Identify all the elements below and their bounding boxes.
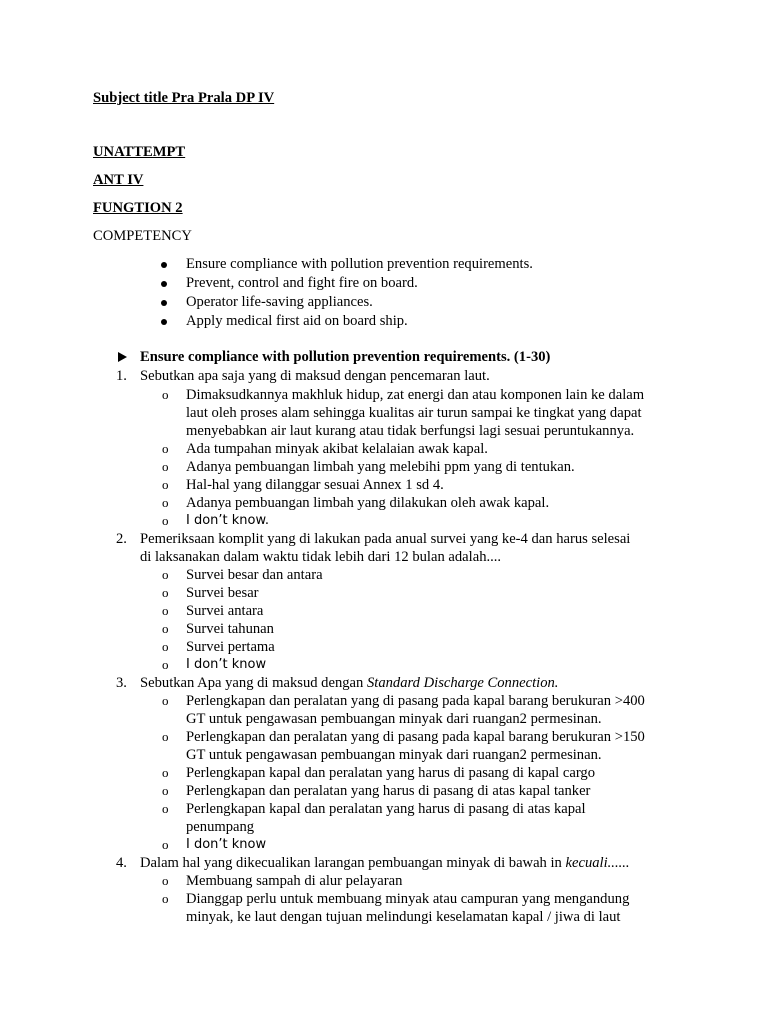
circle-bullet-icon: o [162, 621, 169, 636]
option-text: Survei besar dan antara [186, 567, 323, 583]
bullet-icon [161, 262, 167, 268]
competency-item: Prevent, control and fight fire on board. [186, 275, 418, 291]
option-text: Perlengkapan kapal dan peralatan yang harus di pasang di atas kapal [186, 801, 586, 817]
function-label: FUNGTION 2 [93, 200, 183, 216]
circle-bullet-icon: o [162, 459, 169, 474]
option-text: Survei antara [186, 603, 264, 619]
status-label: UNATTEMPT [93, 144, 186, 160]
question-number: 2. [116, 531, 127, 547]
option-text: Ada tumpahan minyak akibat kelalaian awak kapal. [186, 441, 488, 457]
option-dont-know: I don’t know [186, 657, 267, 672]
circle-bullet-icon: o [162, 657, 169, 672]
option-dont-know: I don’t know. [186, 513, 270, 528]
question-text-italic: kecuali...... [565, 855, 630, 871]
option-text: Perlengkapan dan peralatan yang di pasang pada kapal barang berukuran >150 [186, 729, 645, 745]
circle-bullet-icon: o [162, 837, 169, 852]
circle-bullet-icon: o [162, 693, 169, 708]
competency-item: Operator life-saving appliances. [186, 294, 373, 310]
option-text: Hal-hal yang dilanggar sesuai Annex 1 sd 4. [186, 477, 444, 493]
question-text-continued: di laksanakan dalam waktu tidak lebih dari 12 bulan adalah.... [140, 549, 502, 565]
option-text: laut oleh proses alam sehingga kualitas air turun sampai ke tingkat yang dapat [186, 405, 642, 421]
question-number: 4. [116, 855, 127, 871]
option-text: Survei tahunan [186, 621, 274, 637]
bullet-icon [161, 300, 167, 306]
competency-item: Ensure compliance with pollution prevention requirements. [186, 256, 533, 272]
circle-bullet-icon: o [162, 801, 169, 816]
option-text: Adanya pembuangan limbah yang melebihi ppm yang di tentukan. [186, 459, 575, 475]
question-text-italic: Standard Discharge Connection. [366, 675, 559, 691]
circle-bullet-icon: o [162, 873, 169, 888]
circle-bullet-icon: o [162, 567, 169, 582]
option-text: Adanya pembuangan limbah yang dilakukan oleh awak kapal. [186, 495, 550, 511]
question-text-prefix: Sebutkan Apa yang di maksud dengan [140, 675, 367, 691]
bullet-icon [161, 281, 167, 287]
option-text: Membuang sampah di alur pelayaran [186, 873, 403, 889]
circle-bullet-icon: o [162, 639, 169, 654]
option-text: GT untuk pengawasan pembuangan minyak dari ruangan2 permesinan. [186, 747, 602, 763]
option-text: Perlengkapan dan peralatan yang di pasang pada kapal barang berukuran >400 [186, 693, 645, 709]
question-number: 3. [116, 675, 127, 691]
subject-title: Subject title Pra Prala DP IV [93, 90, 275, 106]
circle-bullet-icon: o [162, 783, 169, 798]
option-text: Dimaksudkannya makhluk hidup, zat energi dan atau komponen lain ke dalam [186, 387, 645, 403]
circle-bullet-icon: o [162, 477, 169, 492]
question-text [140, 854, 630, 872]
circle-bullet-icon: o [162, 387, 169, 402]
section-heading: Ensure compliance with pollution prevention requirements. (1-30) [140, 349, 551, 365]
option-text: Perlengkapan dan peralatan yang harus di pasang di atas kapal tanker [186, 783, 591, 799]
option-dont-know: I don’t know [186, 837, 267, 852]
question-text: Pemeriksaan komplit yang di lakukan pada anual survei yang ke-4 dan harus selesai [140, 531, 631, 547]
option-text: penumpang [186, 819, 255, 835]
option-text: Perlengkapan kapal dan peralatan yang harus di pasang di kapal cargo [186, 765, 596, 781]
option-text: Survei pertama [186, 639, 275, 655]
option-text: menyebabkan air laut kurang atau tidak berfungsi lagi sesuai peruntukannya. [186, 423, 635, 439]
circle-bullet-icon: o [162, 585, 169, 600]
circle-bullet-icon: o [162, 729, 169, 744]
option-text: minyak, ke laut dengan tujuan melindungi keselamatan kapal / jiwa di laut [186, 909, 621, 925]
circle-bullet-icon: o [162, 891, 169, 906]
option-text: Survei besar [186, 585, 259, 601]
bullet-icon [161, 319, 167, 325]
circle-bullet-icon: o [162, 513, 169, 528]
circle-bullet-icon: o [162, 441, 169, 456]
option-text: GT untuk pengawasan pembuangan minyak dari ruangan2 permesinan. [186, 711, 602, 727]
question-text: Sebutkan apa saja yang di maksud dengan pencemaran laut. [140, 368, 490, 384]
question-text [140, 674, 558, 692]
circle-bullet-icon: o [162, 603, 169, 618]
question-number: 1. [116, 368, 127, 384]
circle-bullet-icon: o [162, 495, 169, 510]
circle-bullet-icon: o [162, 765, 169, 780]
competency-item: Apply medical first aid on board ship. [186, 313, 408, 329]
option-text: Dianggap perlu untuk membuang minyak atau campuran yang mengandung [186, 891, 630, 907]
competency-heading: COMPETENCY [93, 228, 192, 244]
ant-label: ANT IV [93, 172, 144, 188]
question-text-prefix: Dalam hal yang dikecualikan larangan pembuangan minyak di bawah in [140, 855, 566, 871]
arrow-bullet-icon [118, 352, 127, 362]
